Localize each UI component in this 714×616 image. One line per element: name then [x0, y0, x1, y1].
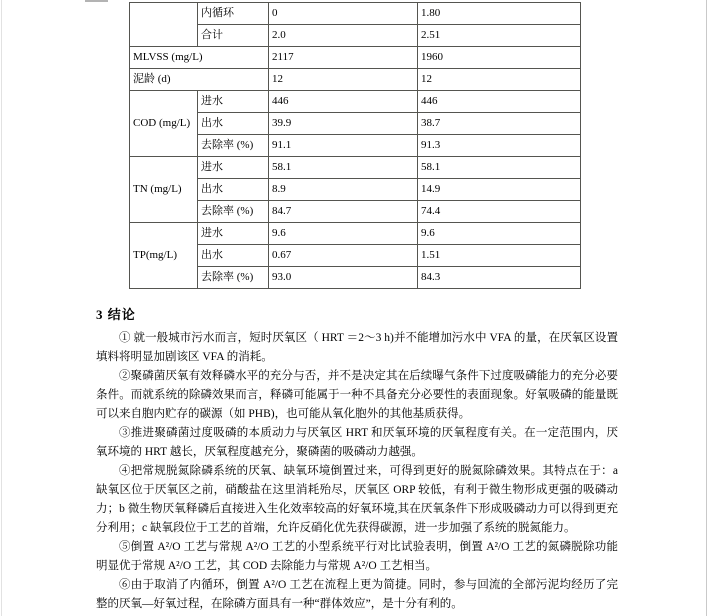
results-table — [129, 2, 581, 289]
table-cell-group-header: TN (mg/L) — [130, 157, 198, 223]
table-cell: 1960 — [418, 47, 581, 69]
table-cell: 91.1 — [269, 135, 418, 157]
table-cell: 0.67 — [269, 245, 418, 267]
table-row — [130, 47, 581, 69]
table-row — [130, 267, 581, 289]
table-cell: 84.7 — [269, 201, 418, 223]
table-cell: 84.3 — [418, 267, 581, 289]
table-cell: 39.9 — [269, 113, 418, 135]
table-cell: 38.7 — [418, 113, 581, 135]
table-cell: 58.1 — [269, 157, 418, 179]
table-cell: 去除率 (%) — [198, 201, 269, 223]
table-row — [130, 91, 581, 113]
conclusion-paragraph-6: ⑥由于取消了内循环，倒置 A²/O 工艺在流程上更为简捷。同时，参与回流的全部污泥均经历了完整的厌氧—好氧过程，在除磷方面具有一种“群体效应”，是十分有利的。 — [96, 579, 618, 610]
table-row — [130, 201, 581, 223]
section-heading: 3 结论 — [96, 307, 136, 322]
table-cell: 12 — [418, 69, 581, 91]
table-cell: 1.80 — [418, 3, 581, 25]
table-cell: 去除率 (%) — [198, 267, 269, 289]
table-cell: 2117 — [269, 47, 418, 69]
table-cell: 出水 — [198, 179, 269, 201]
table-cell: 2.0 — [269, 25, 418, 47]
table-cell: 58.1 — [418, 157, 581, 179]
table-cell: 进水 — [198, 91, 269, 113]
table-cell: 446 — [418, 91, 581, 113]
table-row — [130, 245, 581, 267]
table-cell: 去除率 (%) — [198, 135, 269, 157]
conclusion-paragraph-4: ④把常规脱氮除磷系统的厌氧、缺氧环境倒置过来，可得到更好的脱氮除磷效果。其特点在于：a 缺氧区位于厌氧区之前，硝酸盐在这里消耗殆尽，厌氧区 ORP 较低，有利于微生物形成更强的吸磷动力；b 微生物厌氧释磷后直接进入生化效率较高的好氧环境,其在厌氧条件下形成吸磷动力可以得到更充分利用；c 缺氧段位于工艺的首端，允许反硝化优先获得碳源，进一步加强了系统的脱氮能力。 — [96, 465, 618, 534]
table-row — [130, 3, 581, 25]
table-cell: 91.3 — [418, 135, 581, 157]
table-cell: 93.0 — [269, 267, 418, 289]
table-row — [130, 25, 581, 47]
table-cell: 446 — [269, 91, 418, 113]
table-cell: 9.6 — [418, 223, 581, 245]
table-cell: 74.4 — [418, 201, 581, 223]
table-row — [130, 179, 581, 201]
table-cell-group-header: COD (mg/L) — [130, 91, 198, 157]
table-cell: 内循环 — [198, 3, 269, 25]
table-cell: 14.9 — [418, 179, 581, 201]
table-cell: 0 — [269, 3, 418, 25]
conclusion-paragraph-5: ⑤倒置 A²/O 工艺与常规 A²/O 工艺的小型系统平行对比试验表明，倒置 A²/O 工艺的氮磷脱除功能明显优于常规 A²/O 工艺，其 COD 去除能力与常规 A²/O 工艺相当。 — [96, 541, 618, 572]
table-row — [130, 135, 581, 157]
table-cell: 9.6 — [269, 223, 418, 245]
table-row — [130, 69, 581, 91]
table-cell: 8.9 — [269, 179, 418, 201]
table-cell: 1.51 — [418, 245, 581, 267]
table-cell: 进水 — [198, 157, 269, 179]
table-cell: 进水 — [198, 223, 269, 245]
table-row — [130, 157, 581, 179]
clipped-content-fragment — [85, 0, 108, 2]
conclusion-paragraph-1: ① 就一般城市污水而言，短时厌氧区（ HRT ＝2～3 h)并不能增加污水中 VFA 的量，在厌氧区设置填料将明显加剧该区 VFA 的消耗。 — [96, 332, 618, 363]
conclusion-paragraph-2: ②聚磷菌厌氧有效释磷水平的充分与否，并不是决定其在后续曝气条件下过度吸磷能力的充分必要条件。而就系统的除磷效果而言，释磷可能属于一种不具备充分必要性的表面现象。好氧吸磷的能量既可以来自胞内贮存的碳源（如 PHB)，也可能从氧化胞外的其他基质获得。 — [96, 370, 618, 420]
page-right-edge — [706, 0, 707, 616]
table-cell-empty-header — [130, 3, 198, 47]
table-cell: 12 — [269, 69, 418, 91]
table-row — [130, 223, 581, 245]
table-cell: 出水 — [198, 113, 269, 135]
table-cell-row-header: MLVSS (mg/L) — [130, 47, 269, 69]
table-row — [130, 113, 581, 135]
conclusion-paragraph-3: ③推进聚磷菌过度吸磷的本质动力与厌氧区 HRT 和厌氧环境的厌氧程度有关。在一定范围内，厌氧环境的 HRT 越长，厌氧程度越充分，聚磷菌的吸磷动力越强。 — [96, 427, 618, 458]
table-cell: 合计 — [198, 25, 269, 47]
table-cell-group-header: TP(mg/L) — [130, 223, 198, 289]
page-left-edge — [1, 0, 2, 616]
table-cell: 出水 — [198, 245, 269, 267]
table-cell: 2.51 — [418, 25, 581, 47]
conclusion-section — [96, 306, 618, 614]
table-cell-row-header: 泥龄 (d) — [130, 69, 269, 91]
